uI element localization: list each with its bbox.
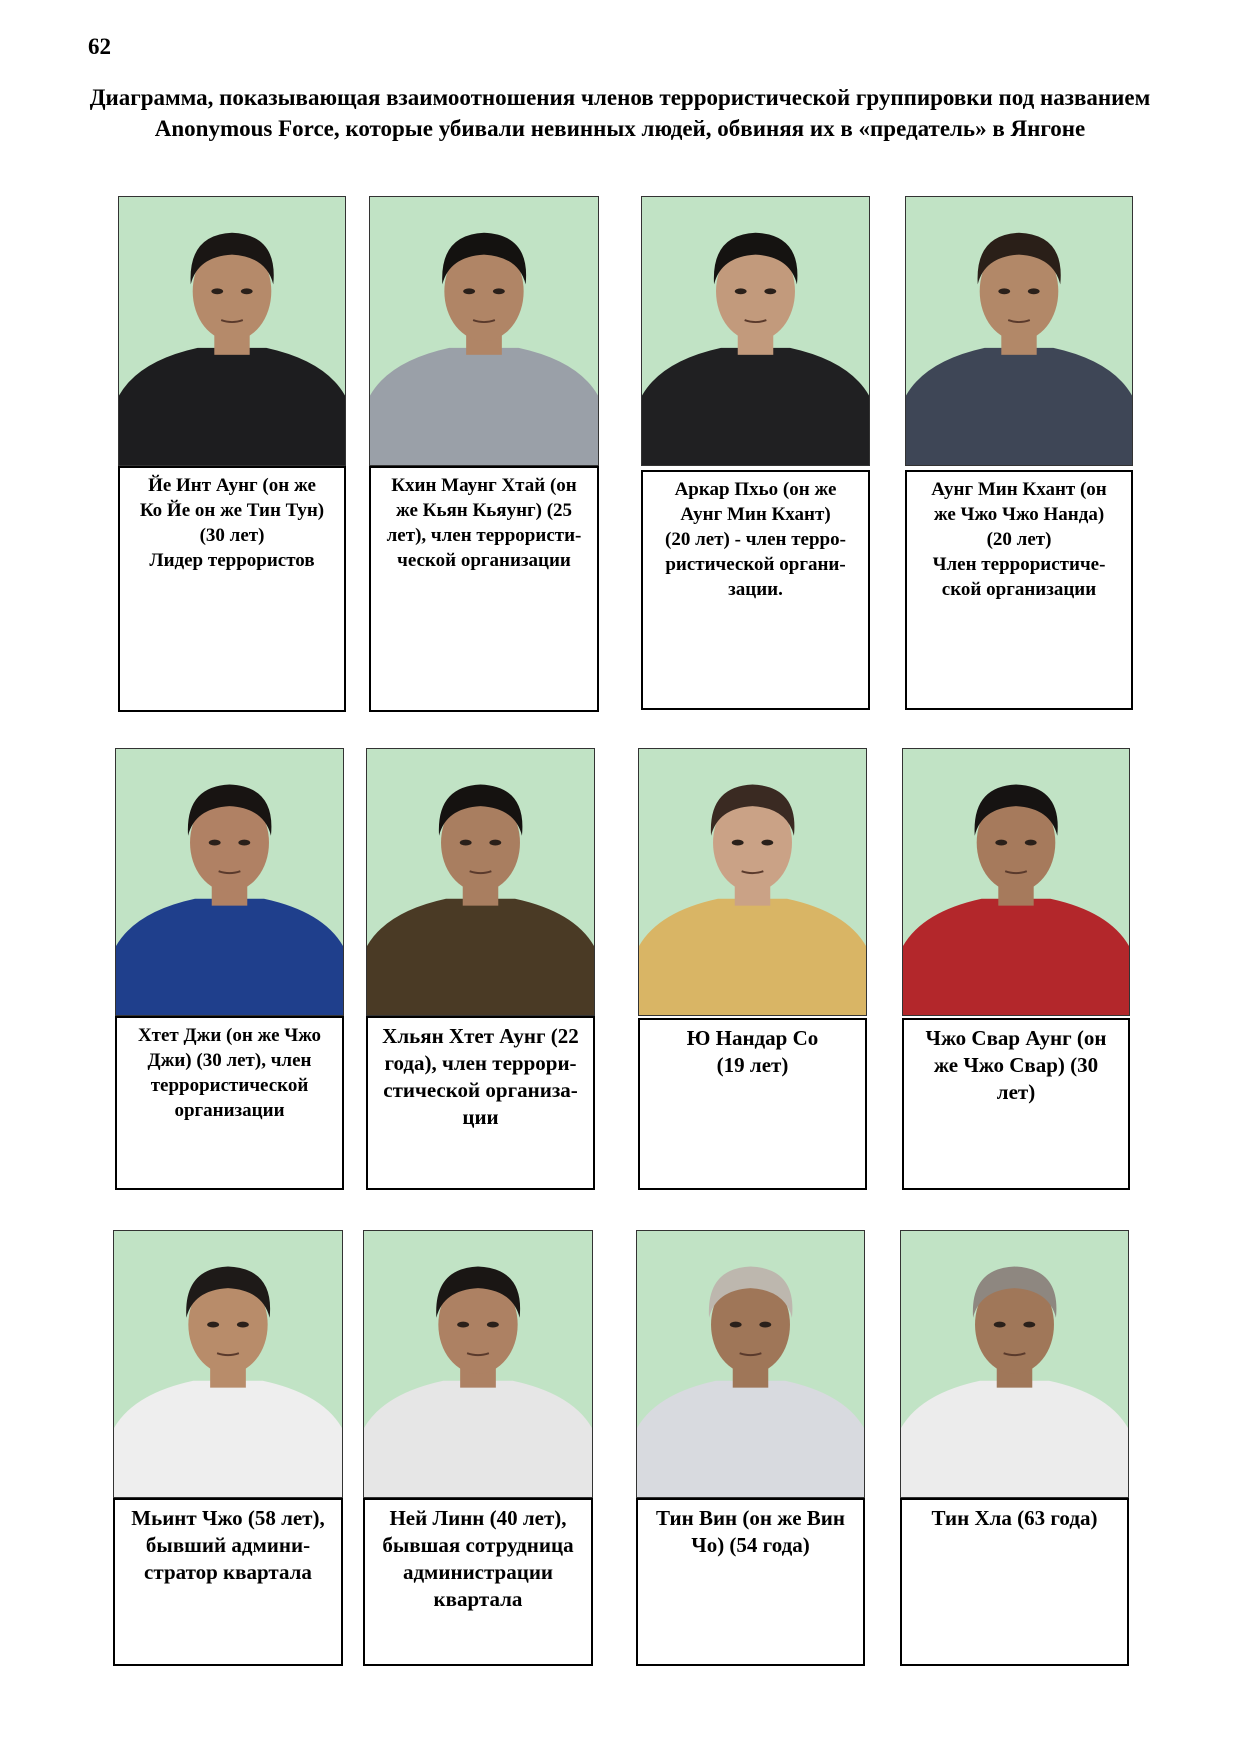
portrait-illustration [901,1231,1128,1497]
mugshot-photo [113,1230,343,1498]
member-card [636,1230,865,1666]
member-card [113,1230,343,1666]
portrait-illustration [364,1231,592,1497]
member-caption: Аркар Пхьо (он же Аунг Мин Кхант) (20 лет) - член терро- ристической органи- зации. [641,470,870,710]
portrait-illustration [119,197,345,465]
portrait-illustration [642,197,869,465]
mugshot-photo [369,196,599,466]
member-caption: Тин Вин (он же Вин Чо) (54 года) [636,1498,865,1666]
member-card [369,196,599,712]
mugshot-photo [118,196,346,466]
page-title: Диаграмма, показывающая взаимоотношения членов террористической группировки под названием Anonymous Force, которые убивали невинных людей, обвиняя их в «предатель» в Янгоне [89,85,1151,141]
member-caption: Хтет Джи (он же Чжо Джи) (30 лет), член террористической организации [115,1016,344,1190]
portrait-illustration [116,749,343,1015]
member-caption: Аунг Мин Кхант (он же Чжо Чжо Нанда) (20 лет) Член террористиче- ской организации [905,470,1133,710]
member-caption: Хльян Хтет Аунг (22 года), член террори- стической организа- ции [366,1016,595,1190]
member-card [905,196,1133,710]
portrait-illustration [367,749,594,1015]
member-caption: Йе Инт Аунг (он же Ко Йе он же Тин Тун) (30 лет) Лидер террористов [118,466,346,712]
member-caption: Ней Линн (40 лет), бывшая сотрудница администрации квартала [363,1498,593,1666]
mugshot-photo [902,748,1130,1016]
portrait-illustration [906,197,1132,465]
member-caption: Мьинт Чжо (58 лет), бывший админи- стратор квартала [113,1498,343,1666]
mugshot-photo [638,748,867,1016]
portrait-illustration [114,1231,342,1497]
member-card [366,748,595,1190]
member-card [638,748,867,1190]
member-caption: Ю Нандар Со (19 лет) [638,1018,867,1190]
mugshot-photo [636,1230,865,1498]
member-caption: Кхин Маунг Хтай (он же Кьян Кьяунг) (25 лет), член террористи- ческой организации [369,466,599,712]
page-number: 62 [88,34,111,59]
member-card [641,196,870,710]
member-card [363,1230,593,1666]
member-caption: Чжо Свар Аунг (он же Чжо Свар) (30 лет) [902,1018,1130,1190]
mugshot-photo [900,1230,1129,1498]
mugshot-photo [366,748,595,1016]
mugshot-photo [115,748,344,1016]
member-card [902,748,1130,1190]
portrait-illustration [903,749,1129,1015]
member-card [115,748,344,1190]
mugshot-photo [363,1230,593,1498]
member-card [900,1230,1129,1666]
member-card [118,196,346,712]
portrait-illustration [637,1231,864,1497]
portrait-illustration [639,749,866,1015]
mugshot-photo [905,196,1133,466]
mugshot-photo [641,196,870,466]
portrait-illustration [370,197,598,465]
member-caption: Тин Хла (63 года) [900,1498,1129,1666]
